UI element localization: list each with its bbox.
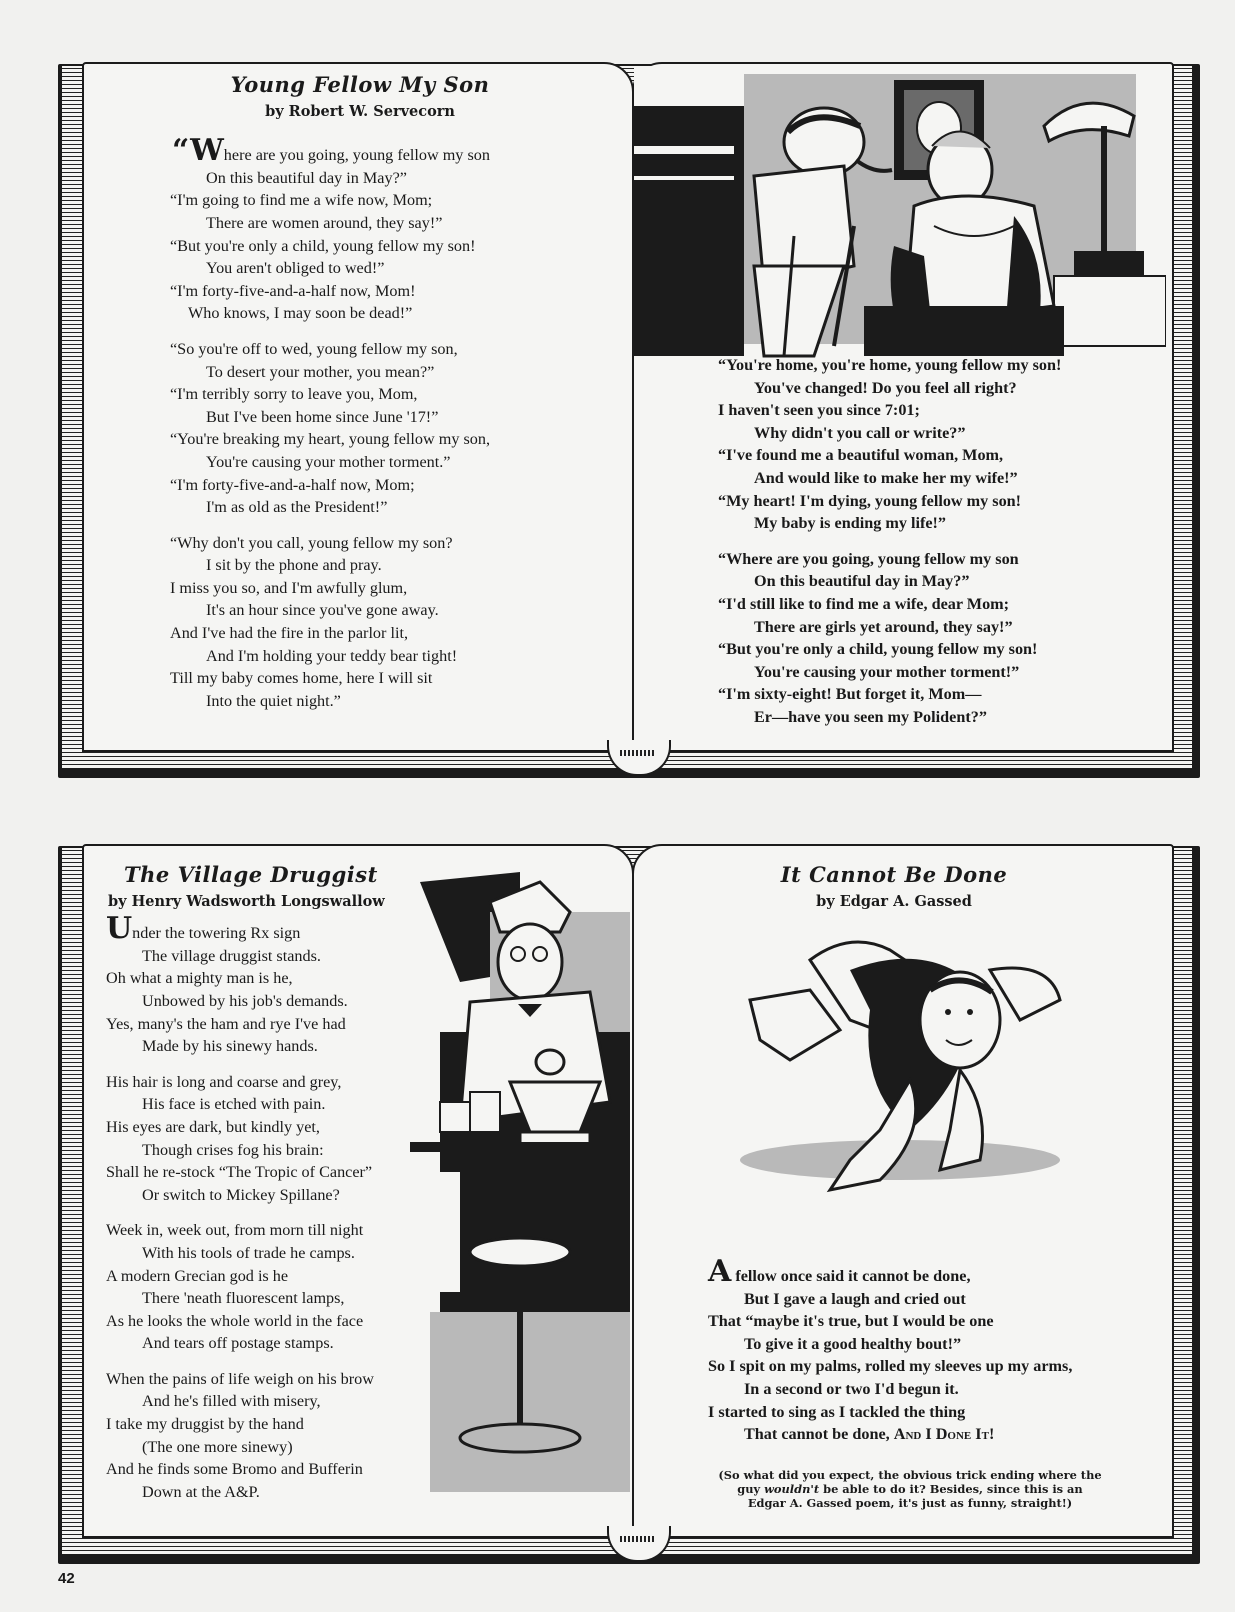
poem-line: Made by his sinewy hands. <box>142 1037 318 1056</box>
poem-line: You've changed! Do you feel all right? <box>754 378 1017 397</box>
poem-line: Shall he re-stock “The Tropic of Cancer” <box>106 1163 373 1182</box>
poem-line: His hair is long and coarse and grey, <box>106 1072 342 1091</box>
poem-line: “I'm sixty-eight! But forget it, Mom— <box>718 685 982 704</box>
poem-line: A modern Grecian god is he <box>106 1266 289 1285</box>
poem-line: You're causing your mother torment!” <box>754 662 1020 681</box>
poem-line: Oh what a mighty man is he, <box>106 969 293 988</box>
poem-line: “So you're off to wed, young fellow my son, <box>170 339 458 358</box>
poem3-verse <box>708 1254 1148 1446</box>
poem-line: To desert your mother, you mean?” <box>206 362 435 381</box>
poem-line: “I'm forty-five-and-a-half now, Mom; <box>170 475 415 494</box>
poem3-footnote: (So what did you expect, the obvious trick ending where the guy wouldn't be able to do it? Besides, since this is an Edgar A. Gassed poem, it's just as funny, straight!) <box>718 1468 1102 1510</box>
poem-line: On this beautiful day in May?” <box>206 168 407 187</box>
poem-line: “I'm forty-five-and-a-half now, Mom! <box>170 281 416 300</box>
poem-line: But I've been home since June '17!” <box>206 407 439 426</box>
poem3-title: It Cannot Be Done <box>780 862 1008 887</box>
poem2-column <box>106 864 436 1516</box>
poem-line: I take my druggist by the hand <box>106 1415 304 1434</box>
poem-line: That “maybe it's true, but I would be one <box>708 1312 994 1331</box>
poem2-first-line: Under the towering Rx sign <box>106 911 301 947</box>
poem-line: There are women around, they say!” <box>206 213 443 232</box>
poem-line: “I've found me a beautiful woman, Mom, <box>718 446 1004 465</box>
poem2-stanza <box>106 1219 436 1355</box>
poem-line: Yes, many's the ham and rye I've had <box>106 1014 346 1033</box>
poem-line: Week in, week out, from morn till night <box>106 1221 364 1240</box>
poem-line: You're causing your mother torment.” <box>206 452 451 471</box>
poem-line: “Where are you going, young fellow my son <box>718 549 1019 568</box>
poem-line: “Why don't you call, young fellow my son? <box>170 533 453 552</box>
poem-line: “But you're only a child, young fellow my son! <box>718 640 1038 659</box>
poem-line: With his tools of trade he camps. <box>142 1243 355 1262</box>
poem-line: There 'neath fluorescent lamps, <box>142 1289 345 1308</box>
poem-line: And he's filled with misery, <box>142 1392 321 1411</box>
poem1-stanza <box>170 133 610 325</box>
poem-line: I sit by the phone and pray. <box>206 556 382 575</box>
acrobat-illustration <box>730 930 1090 1250</box>
poem-line: To give it a good healthy bout!” <box>744 1334 962 1353</box>
poem-line: Though crises fog his brain: <box>142 1140 324 1159</box>
poem-line: And he finds some Bromo and Bufferin <box>106 1460 363 1479</box>
poem2-stanza <box>106 1368 436 1504</box>
poem-line: Into the quiet night.” <box>206 691 341 710</box>
drop-cap: U <box>106 911 133 947</box>
poem-line: I'm as old as the President!” <box>206 498 388 517</box>
poem-line: Who knows, I may soon be dead!” <box>188 304 413 323</box>
poem3-first-line: A fellow once said it cannot be done, <box>708 1254 971 1289</box>
poem-line: And I've had the fire in the parlor lit, <box>170 624 409 643</box>
poem-line: As he looks the whole world in the face <box>106 1311 364 1330</box>
poem-line: And would like to make her my wife!” <box>754 468 1018 487</box>
poem2-byline: by Henry Wadsworth Longswallow <box>108 892 385 910</box>
poem-line: My baby is ending my life!” <box>754 514 947 533</box>
poem-line: Unbowed by his job's demands. <box>142 991 348 1010</box>
poem-line: His face is etched with pain. <box>142 1095 326 1114</box>
poem3-last-line: That cannot be done, And I Done It! <box>744 1425 995 1444</box>
poem-line: “My heart! I'm dying, young fellow my son! <box>718 491 1022 510</box>
poem-line: When the pains of life weigh on his brow <box>106 1369 374 1388</box>
poem-line: His eyes are dark, but kindly yet, <box>106 1117 320 1136</box>
druggist-illustration <box>400 872 630 1512</box>
poem-line: “You're breaking my heart, young fellow my son, <box>170 430 491 449</box>
poem1-stanza <box>718 548 1158 729</box>
poem-line: “I'm terribly sorry to leave you, Mom, <box>170 385 418 404</box>
poem1-byline: by Robert W. Servecorn <box>265 102 455 120</box>
poem-line: Why didn't you call or write?” <box>754 423 966 442</box>
poem-line: I haven't seen you since 7:01; <box>718 401 920 420</box>
drop-cap: “W <box>172 133 224 169</box>
poem1-stanza <box>170 532 610 713</box>
poem-line: Er—have you seen my Polident?” <box>754 707 987 726</box>
poem-line: And tears off postage stamps. <box>142 1334 334 1353</box>
poem-line: Down at the A&P. <box>142 1482 260 1501</box>
poem1-stanza <box>170 338 610 519</box>
poem2-stanza <box>106 911 436 1058</box>
poem3-byline: by Edgar A. Gassed <box>816 892 972 910</box>
page-number: 42 <box>58 1570 75 1587</box>
poem1-left-column <box>170 74 610 725</box>
poem-line: “I'd still like to find me a wife, dear Mom; <box>718 594 1010 613</box>
poem-line: The village druggist stands. <box>142 946 321 965</box>
poem3-column <box>634 864 1154 913</box>
poem-line: So I spit on my palms, rolled my sleeves up my arms, <box>708 1357 1073 1376</box>
poem2-stanza <box>106 1071 436 1207</box>
poem-line: On this beautiful day in May?” <box>754 572 970 591</box>
poem-line: Or switch to Mickey Spillane? <box>142 1185 340 1204</box>
poem1-first-line: “Where are you going, young fellow my son <box>172 133 490 169</box>
son-and-mother-illustration <box>634 66 1166 358</box>
drop-cap: A <box>708 1254 732 1289</box>
poem-line: “But you're only a child, young fellow my son! <box>170 236 476 255</box>
poem-line: There are girls yet around, they say!” <box>754 617 1013 636</box>
poem-line: Till my baby comes home, here I will sit <box>170 669 433 688</box>
poem1-stanza <box>718 354 1158 535</box>
poem-line: But I gave a laugh and cried out <box>744 1289 966 1308</box>
poem-line: It's an hour since you've gone away. <box>206 601 439 620</box>
poem1-title: Young Fellow My Son <box>230 72 490 97</box>
poem2-title: The Village Druggist <box>124 862 378 887</box>
poem-line: And I'm holding your teddy bear tight! <box>206 646 458 665</box>
poem-line: I miss you so, and I'm awfully glum, <box>170 578 408 597</box>
poem1-right-column <box>718 354 1158 742</box>
poem-line: “You're home, you're home, young fellow my son! <box>718 356 1062 374</box>
poem-line: I started to sing as I tackled the thing <box>708 1402 966 1421</box>
poem-line: “I'm going to find me a wife now, Mom; <box>170 191 433 210</box>
poem-line: In a second or two I'd begun it. <box>744 1379 959 1398</box>
poem-line: (The one more sinewy) <box>142 1437 293 1456</box>
poem-line: You aren't obliged to wed!” <box>206 259 385 278</box>
